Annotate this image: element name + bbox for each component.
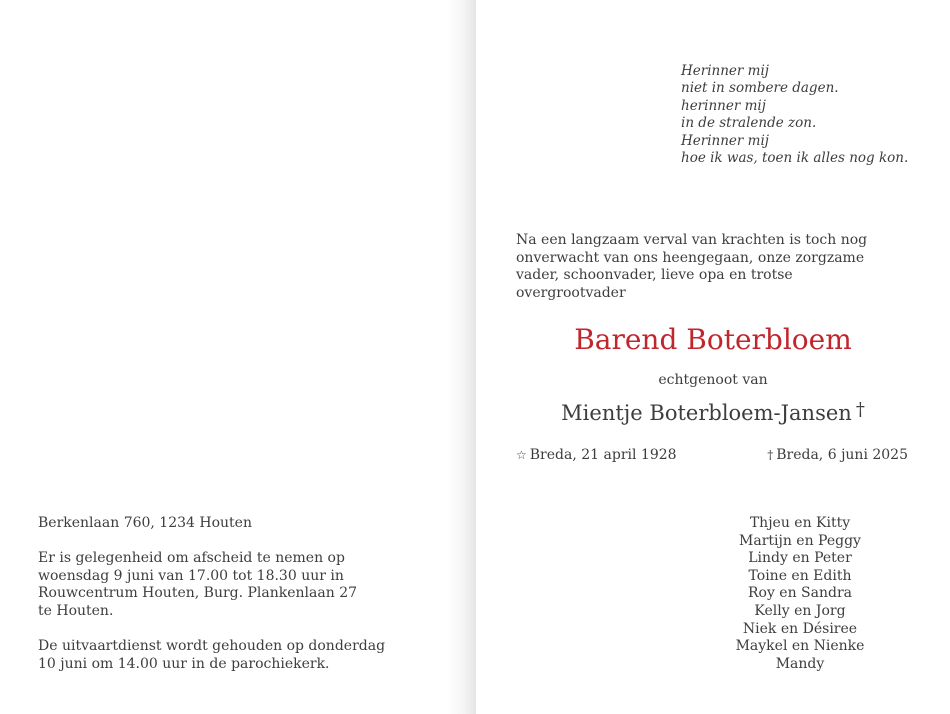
poem-line: in de stralende zon. xyxy=(681,115,817,132)
intro-line: overgrootvader xyxy=(516,284,626,301)
spouse-label: echtgenoot van xyxy=(658,372,768,388)
family-member: Lindy en Peter xyxy=(748,550,852,567)
death-info xyxy=(767,446,908,464)
family-member: Toine en Edith xyxy=(748,567,852,584)
poem-line: Herinner mij xyxy=(681,132,769,149)
family-member: Roy en Sandra xyxy=(747,585,853,602)
farewell-line: woensdag 9 juni van 17.00 tot 18.30 uur in xyxy=(38,567,344,584)
farewell-line: Er is gelegenheid om afscheid te nemen op xyxy=(38,550,345,567)
family-member: Niek en Désiree xyxy=(742,620,858,637)
intro-line: Na een langzaam verval van krachten is toch nog xyxy=(516,232,868,248)
family-list xyxy=(700,515,900,673)
family-member: Martijn en Peggy xyxy=(739,532,861,549)
family-member: Mandy xyxy=(775,655,825,672)
poem-line: Herinner mij xyxy=(681,63,769,79)
poem xyxy=(681,63,921,167)
service-line: De uitvaartdienst wordt gehouden op donderdag xyxy=(38,638,386,655)
practical-info xyxy=(38,515,438,673)
fold-shadow xyxy=(446,0,476,714)
intro-line: vader, schoonvader, lieve opa en trotse xyxy=(516,267,793,284)
birth-info xyxy=(516,446,677,464)
address: Berkenlaan 760, 1234 Houten xyxy=(38,515,252,531)
death-date: Breda, 6 juni 2025 xyxy=(776,447,908,463)
spacer xyxy=(38,533,438,551)
spouse-name-line xyxy=(476,396,950,427)
star-icon: ☆ xyxy=(516,448,527,462)
spacer xyxy=(38,621,438,639)
deceased-name: Barend Boterbloem xyxy=(574,323,852,356)
cross-icon: † xyxy=(767,448,774,462)
announcement-intro xyxy=(516,232,896,302)
family-member: Thjeu en Kitty xyxy=(749,515,851,531)
poem-line: hoe ik was, toen ik alles nog kon. xyxy=(681,150,909,167)
poem-line: herinner mij xyxy=(681,97,766,114)
family-member: Maykel en Nienke xyxy=(735,638,865,655)
service-line: 10 juni om 14.00 uur in de parochiekerk. xyxy=(38,655,330,672)
poem-line: niet in sombere dagen. xyxy=(681,80,839,97)
birth-date: Breda, 21 april 1928 xyxy=(529,447,677,463)
family-member: Kelly en Jorg xyxy=(754,602,846,619)
farewell-line: te Houten. xyxy=(38,602,114,619)
intro-line: onverwacht van ons heengegaan, onze zorgzame xyxy=(516,249,865,266)
farewell-line: Rouwcentrum Houten, Burg. Plankenlaan 27 xyxy=(38,585,358,602)
spouse-name: Mientje Boterbloem-Jansen xyxy=(561,401,852,425)
cross-icon: † xyxy=(855,399,865,420)
